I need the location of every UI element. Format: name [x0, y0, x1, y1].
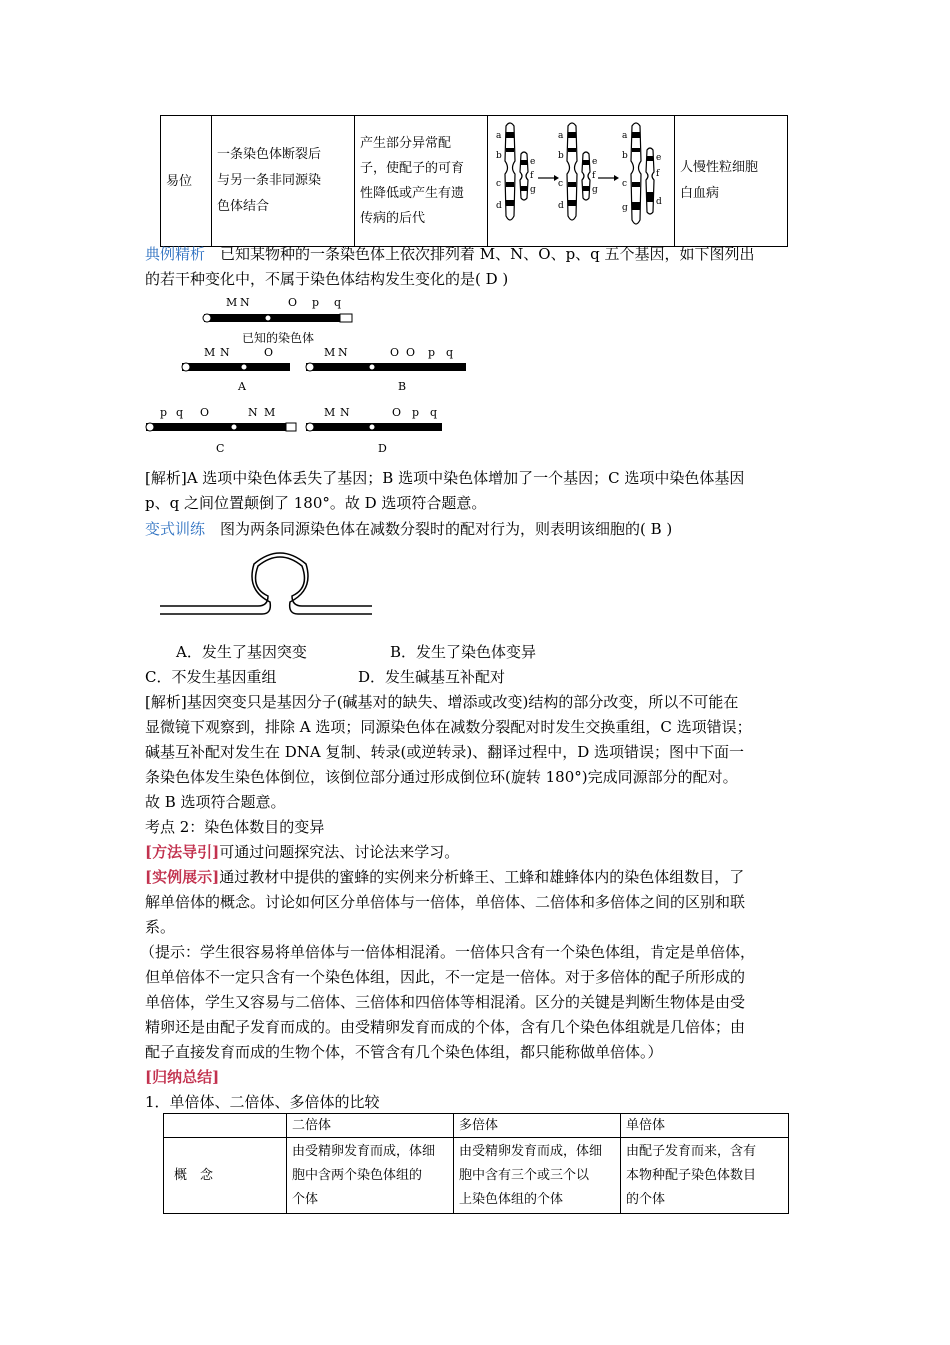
summary-tag: [归纳总结]	[145, 1068, 220, 1086]
gene-letter: d	[558, 201, 564, 211]
gene-label: q	[430, 406, 438, 419]
example-line-1	[145, 242, 813, 267]
cell-line: 的个体	[626, 1191, 666, 1207]
concept-label: 概 念	[174, 1168, 214, 1183]
option-a: A．发生了基因突变	[176, 643, 307, 661]
example-line: 白血病	[680, 186, 720, 201]
example-label: 典例精析	[145, 245, 206, 263]
option-d: D．发生碱基互补配对	[358, 668, 506, 686]
option-b-label: B	[398, 380, 407, 393]
def-line: 一条染色体断裂后	[217, 147, 322, 162]
method-text: 可通过问题探究法、讨论法来学习。	[219, 843, 460, 861]
gene-letter: g	[530, 185, 536, 195]
hint-line: 但单倍体不一定只含有一个染色体组，因此，不一定是一倍体。对于多倍体的配子所形成的	[145, 968, 746, 986]
effect-cell	[355, 116, 488, 247]
gene-label: M	[324, 346, 336, 359]
gene-label: p	[160, 406, 168, 419]
summary-line	[145, 1065, 813, 1090]
chromosome-variants-figure	[140, 290, 480, 460]
gene-label: O	[390, 346, 400, 359]
example-cell	[675, 116, 788, 247]
gene-label: O	[200, 406, 210, 419]
gene-label: N	[248, 406, 258, 419]
chromosome-2	[558, 123, 598, 220]
gene-letter: a	[558, 131, 564, 141]
variant-c	[146, 406, 296, 455]
option-d-label: D	[378, 442, 387, 455]
analysis-2-line: 碱基互补配对发生在 DNA 复制、转录(或逆转录)、翻译过程中，D 选项错误；图中下面一	[145, 743, 745, 761]
translocation-table	[160, 115, 788, 247]
gene-letter: c	[496, 179, 502, 189]
chromosome-1	[496, 123, 536, 220]
ploidy-comparison-table	[163, 1113, 789, 1214]
effect-line: 性降低或产生有遗	[360, 186, 465, 201]
def-line: 色体结合	[217, 199, 270, 214]
analysis-1-line-2: p、q 之间位置颠倒了 180°。故 D 选项符合题意。	[145, 494, 487, 512]
compare-title: 1．单倍体、二倍体、多倍体的比较	[145, 1093, 380, 1111]
gene-label: M	[324, 406, 336, 419]
gene-label: N	[340, 406, 350, 419]
analysis-2-line: 条染色体发生染色体倒位，该倒位部分通过形成倒位环(旋转 180°)完成同源部分的配对。	[145, 768, 738, 786]
analysis-2-line: 显微镜下观察到，排除 A 选项；同源染色体在减数分裂配对时发生交换重组，C 选项错误；	[145, 718, 752, 736]
header-cell: 二倍体	[287, 1114, 454, 1138]
type-label: 易位	[166, 173, 193, 189]
option-b: B．发生了染色体变异	[390, 643, 537, 661]
cell-line: 个体	[292, 1191, 319, 1207]
gene-letter: g	[592, 185, 598, 195]
effect-line: 产生部分异常配	[360, 136, 452, 151]
example-line-2: 的若干种变化中，不属于染色体结构发生变化的是( D )	[145, 270, 509, 288]
header-cell: 多倍体	[454, 1114, 621, 1138]
gene-label: O	[406, 346, 416, 359]
def-line: 与另一条非同源染	[217, 173, 322, 188]
type-cell	[161, 116, 212, 247]
gene-letter: c	[622, 179, 628, 189]
cell-line: 由配子发育而来，含有	[626, 1143, 757, 1159]
instance-line-3: 系。	[145, 918, 176, 936]
gene-label: N	[220, 346, 230, 359]
variant-question	[145, 517, 813, 542]
gene-label: N	[240, 296, 250, 309]
gene-label: M	[264, 406, 276, 419]
known-chromosome	[203, 296, 352, 345]
gene-letter: b	[496, 151, 502, 161]
gene-letter: f	[656, 169, 660, 179]
gene-letter: b	[558, 151, 564, 161]
gene-letter: e	[592, 157, 598, 167]
gene-label: M	[204, 346, 216, 359]
gene-label: p	[428, 346, 436, 359]
cell-line: 由受精卵发育而成，体细	[292, 1143, 436, 1159]
definition-cell	[212, 116, 355, 247]
gene-letter: d	[496, 201, 502, 211]
haploid-cell	[621, 1138, 789, 1214]
row-label	[164, 1138, 287, 1214]
analysis-2-line: 故 B 选项符合题意。	[145, 793, 286, 811]
option-a-label: A	[238, 380, 246, 393]
gene-label: p	[312, 296, 320, 309]
gene-letter: f	[530, 171, 534, 181]
known-chromosome-label: 已知的染色体	[242, 331, 315, 345]
analysis-2-line: [解析]基因突变只是基因分子(碱基对的缺失、增添或改变)结构的部分改变，所以不可能在	[145, 693, 739, 711]
method-tag: [方法导引]	[145, 843, 220, 861]
instance-tag: [实例展示]	[145, 868, 220, 886]
option-c-label: C	[216, 442, 225, 455]
gene-label: N	[338, 346, 348, 359]
section-heading: 考点 2：染色体数目的变异	[145, 818, 325, 836]
variant-text: 图为两条同源染色体在减数分裂时的配对行为，则表明该细胞的( B )	[220, 520, 673, 538]
variant-a	[182, 346, 290, 393]
gene-letter: c	[558, 179, 564, 189]
hint-line: 精卵还是由配子发育而成的。由受精卵发育而成的个体，含有几个染色体组就是几倍体；由	[145, 1018, 746, 1036]
example-line: 人慢性粒细胞	[680, 160, 759, 175]
gene-letter: f	[592, 171, 596, 181]
hint-line: 配子直接发育而成的生物个体，不管含有几个染色体组，都只能称做单倍体。）	[145, 1043, 663, 1061]
instance-line-1	[145, 865, 813, 890]
gene-label: p	[412, 406, 420, 419]
diploid-cell	[287, 1138, 454, 1214]
gene-label: O	[392, 406, 402, 419]
instance-line-2: 解单倍体的概念。讨论如何区分单倍体与一倍体，单倍体、二倍体和多倍体之间的区别和联	[145, 893, 746, 911]
translocation-diagram	[488, 116, 674, 238]
cell-line: 胞中含两个染色体组的	[292, 1167, 423, 1183]
gene-label: M	[226, 296, 238, 309]
effect-line: 传病的后代	[360, 211, 426, 226]
gene-letter: g	[622, 203, 628, 213]
variant-d	[306, 406, 442, 455]
hint-line: 单倍体，学生又容易与二倍体、三倍体和四倍体等相混淆。区分的关键是判断生物体是由受	[145, 993, 746, 1011]
gene-label: q	[176, 406, 184, 419]
variant-label: 变式训练	[145, 520, 206, 538]
gene-letter: a	[496, 131, 502, 141]
header-cell: 单倍体	[621, 1114, 789, 1138]
polyploid-cell	[454, 1138, 621, 1214]
gene-letter: e	[656, 153, 662, 163]
header-cell	[164, 1114, 287, 1138]
cell-line: 由受精卵发育而成，体细	[459, 1143, 603, 1159]
gene-letter: b	[622, 151, 628, 161]
cell-line: 上染色体组的个体	[459, 1191, 564, 1207]
option-c: C．不发生基因重组	[145, 668, 277, 686]
cell-line: 胞中含有三个或三个以	[459, 1167, 590, 1183]
diagram-cell	[488, 116, 675, 247]
inversion-loop-figure	[150, 548, 380, 628]
example-text: 已知某物种的一条染色体上依次排列着 M、N、O、p、q 五个基因，如下图列出	[220, 245, 755, 263]
gene-letter: d	[656, 197, 662, 207]
variant-b	[306, 346, 466, 393]
gene-letter: a	[622, 131, 628, 141]
gene-letter: e	[530, 157, 536, 167]
cell-line: 本物种配子染色体数目	[626, 1167, 757, 1183]
gene-label: q	[334, 296, 342, 309]
gene-label: O	[264, 346, 274, 359]
analysis-1-line-1: [解析]A 选项中染色体丢失了基因；B 选项中染色体增加了一个基因；C 选项中染色体基因	[145, 469, 745, 487]
instance-text: 通过教材中提供的蜜蜂的实例来分析蜂王、工蜂和雄蜂体内的染色体组数目，了	[219, 868, 745, 886]
hint-line: （提示：学生很容易将单倍体与一倍体相混淆。一倍体只含有一个染色体组，肯定是单倍体，	[140, 943, 756, 961]
gene-label: O	[288, 296, 298, 309]
method-line	[145, 840, 813, 865]
gene-label: q	[446, 346, 454, 359]
chromosome-3	[622, 123, 662, 224]
effect-line: 子，使配子的可育	[360, 161, 465, 176]
